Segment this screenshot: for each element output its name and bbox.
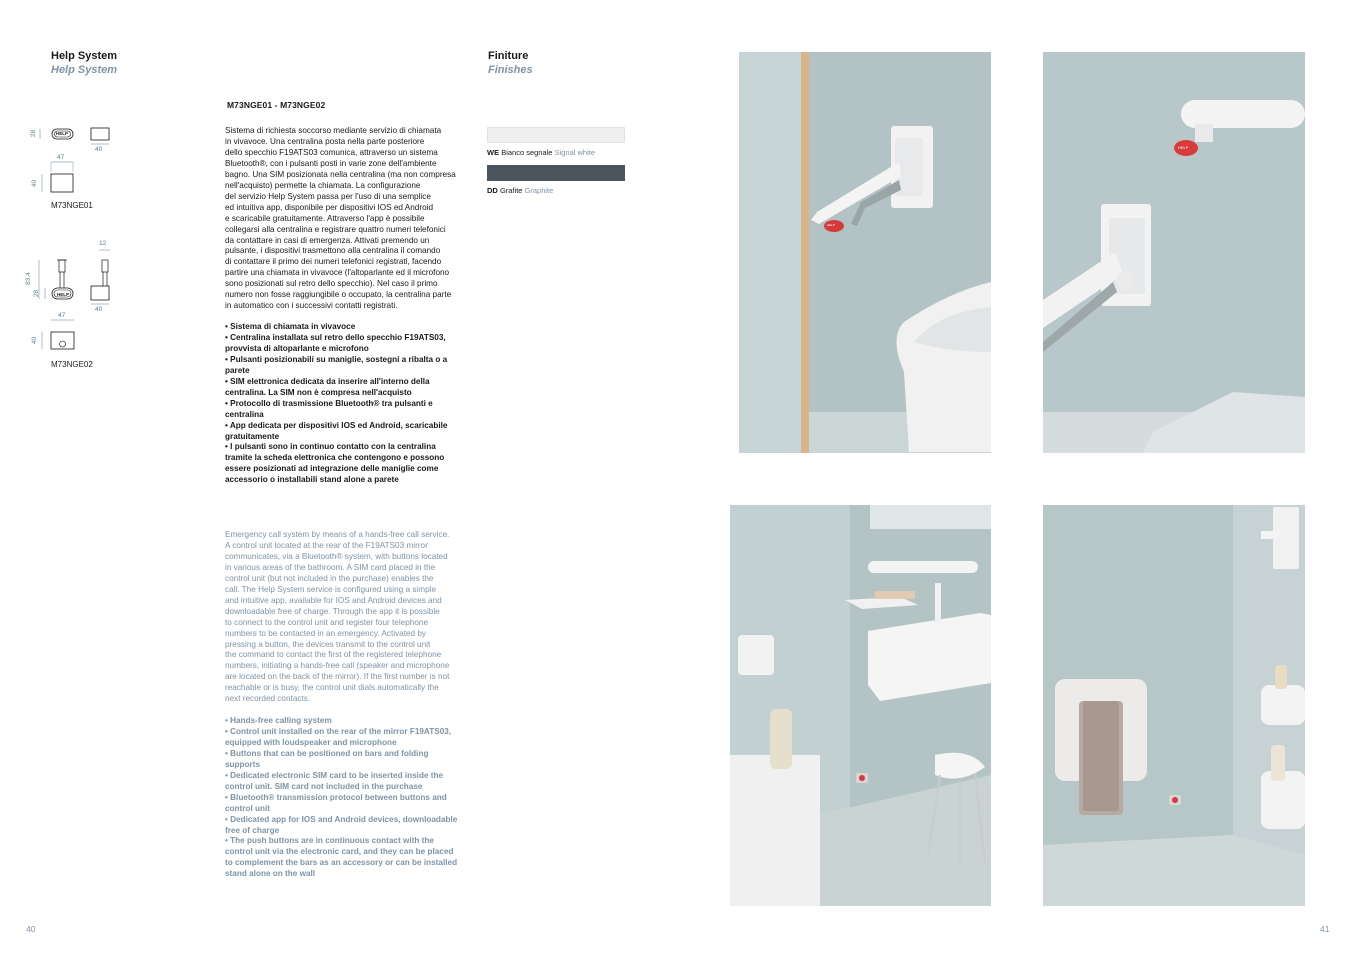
- finish-swatch-white: [487, 127, 625, 157]
- description-line: del servizio Help System passa per l'uso di una semplice: [225, 191, 431, 201]
- feature-line: parete: [225, 365, 250, 375]
- description-line: partire una chiamata in vivavoce (l'altoparlante ed il microfono: [225, 268, 450, 278]
- photo-bar-help-button-closeup: [1043, 52, 1305, 453]
- description-line: downloadable free of charge. Through the app it is possible: [225, 606, 440, 616]
- description-line: pressing a button, the devices transmit to the control unit: [225, 639, 431, 649]
- description-italian: [225, 126, 465, 312]
- description-line: in vivavoce. Una centralina posta nella parte posteriore: [225, 136, 425, 146]
- feature-line: essere posizionati ad integrazione delle maniglie come: [225, 464, 439, 474]
- description-english: [225, 530, 465, 705]
- technical-drawing-m73nge02: [24, 238, 134, 356]
- description-line: Sistema di richiesta soccorso mediante servizio di chiamata: [225, 126, 442, 135]
- swatch-color-graphite: [487, 165, 625, 181]
- description-line: next recorded contacts.: [225, 694, 311, 704]
- feature-line: • Dedicated app for IOS and Android devices, downloadable: [225, 814, 458, 824]
- description-line: to connect to the control unit and register four telephone: [225, 617, 429, 627]
- description-line: are located on the back of the mirror). If the first number is not: [225, 672, 450, 682]
- description-line: numero non fosse raggiungibile o occupato, la centralina parte: [225, 290, 452, 300]
- feature-line: • Dedicated electronic SIM card to be inserted inside the: [225, 770, 444, 780]
- description-line: numbers to be contacted in an emergency. Activated by: [225, 628, 427, 638]
- description-line: Emergency call system by means of a hands-free call service.: [225, 530, 450, 539]
- feature-line: • The push buttons are in continuous contact with the: [225, 836, 434, 846]
- feature-line: • I pulsanti sono in continuo contatto con la centralina: [225, 442, 436, 452]
- feature-line: • Pulsanti posizionabili su maniglie, sostegni a ribalta o a: [225, 354, 448, 364]
- dim-d2-thickness: 12: [99, 240, 107, 247]
- description-line: reachable or is busy, the control unit dials automatically the: [225, 683, 439, 693]
- feature-line: to complement the bars as an accessory or can be installed: [225, 858, 458, 868]
- feature-line: equipped with loudspeaker and microphone: [225, 737, 397, 747]
- photo-3-illustration: [730, 505, 991, 906]
- feature-line: control unit. SIM card not included in the purchase: [225, 781, 423, 791]
- description-line: da contattare in casi di emergenza. Attivati premendo un: [225, 235, 430, 245]
- swatch-name-en-graphite: Graphite: [524, 186, 554, 195]
- description-line: collegarsi alla centralina e registrare quattro numeri telefonici: [225, 224, 446, 234]
- product-codes: M73NGE01 - M73NGE02: [227, 100, 326, 110]
- d1-help-badge: HELP: [56, 130, 69, 136]
- drawing-label-m73nge01: M73NGE01: [51, 201, 93, 210]
- page-number-right: 41: [1320, 924, 1330, 934]
- description-line: numbers, initiating a hands-free call (speaker and microphone: [225, 661, 450, 671]
- feature-line: stand alone on the wall: [225, 869, 316, 879]
- description-line: e scaricabile gratuitamente. Attraverso l'app è possibile: [225, 213, 425, 223]
- swatch-code-dd: DD: [487, 186, 498, 195]
- feature-line: • SIM elettronica dedicata da inserire all'interno della: [225, 376, 430, 386]
- swatch-name-en-white: Signal white: [554, 148, 596, 157]
- feature-line: gratuitamente: [225, 431, 280, 441]
- swatch-color-white: [487, 127, 625, 143]
- feature-line: • Sistema di chiamata in vivavoce: [225, 322, 356, 331]
- dim-d1-side: 40: [31, 179, 39, 188]
- feature-line: tramite la scheda elettronica che contengono e possono: [225, 453, 445, 463]
- feature-line: • Protocollo di trasmissione Bluetooth® tra pulsanti e: [225, 398, 433, 408]
- features-list-english: [225, 716, 465, 880]
- finishes-heading: [488, 50, 533, 76]
- photo-shower-folding-seat: [1043, 505, 1305, 906]
- photo-2-illustration: [1043, 52, 1305, 453]
- description-line: bagno. Una SIM posizionata nella centralina (ma non compresa: [225, 169, 456, 179]
- photo-4-illustration: [1043, 505, 1305, 906]
- feature-line: free of charge: [225, 825, 280, 835]
- feature-line: • Hands-free calling system: [225, 716, 332, 725]
- feature-line: accessorio o installabili stand alone a parete: [225, 475, 399, 485]
- dim-d2-depth: 47: [58, 312, 66, 319]
- description-line: and intuitive app, available for IOS and Android devices and: [225, 595, 442, 605]
- finishes-title-en: Finishes: [488, 64, 533, 76]
- dim-d2-width: 40: [95, 306, 103, 313]
- section-title-en: Help System: [51, 64, 118, 76]
- dim-d1-width: 40: [95, 146, 103, 153]
- photo-folding-support-toilet: [739, 52, 991, 453]
- dim-d2-button-height: 28: [33, 289, 41, 298]
- description-line: A control unit located at the rear of the F19ATS03 mirror: [225, 540, 428, 550]
- dim-d2-side: 40: [31, 336, 39, 345]
- section-title-it: Help System: [51, 50, 118, 62]
- description-line: pulsante, i dispositivi trasmettono alla centralina il comando: [225, 246, 441, 256]
- feature-line: • App dedicata per dispositivi IOS ed Android, scaricabile: [225, 420, 448, 430]
- feature-line: control unit: [225, 803, 271, 813]
- feature-line: centralina. La SIM non è compresa nell'acquisto: [225, 387, 412, 397]
- description-line: ed intuitiva app, disponibile per dispositivi IOS ed Android: [225, 202, 433, 212]
- swatch-label-graphite: [487, 186, 625, 195]
- dim-d1-depth: 47: [57, 154, 65, 161]
- description-line: the command to contact the first of the registered telephone: [225, 650, 442, 660]
- photo-2-badge: HELP: [1178, 145, 1189, 150]
- feature-line: • Centralina installata sul retro dello specchio F19ATS03,: [225, 332, 446, 342]
- dim-d2-total-height: 83,4: [24, 272, 32, 285]
- description-line: nell'acquisto) permette la chiamata. La configurazione: [225, 180, 421, 190]
- description-line: in various areas of the bathroom. A SIM card placed in the: [225, 562, 436, 572]
- feature-line: • Control unit installed on the rear of the mirror F19ATS03,: [225, 726, 452, 736]
- description-line: communicates, via a Bluetooth® system, with buttons located: [225, 551, 448, 561]
- description-line: control unit (but not included in the purchase) enables the: [225, 573, 434, 583]
- page-number-left: 40: [26, 924, 36, 934]
- finish-swatch-graphite: [487, 165, 625, 195]
- description-line: dello specchio F19ATS03 comunica, attraverso un sistema: [225, 147, 438, 157]
- drawing-label-m73nge02: M73NGE02: [51, 360, 93, 369]
- description-line: sono posizionati sul retro dello specchio). Nel caso il primo: [225, 279, 438, 289]
- features-list-italian: [225, 322, 465, 486]
- drawing-2-lines: [24, 238, 134, 356]
- swatch-label-white: [487, 148, 625, 157]
- feature-line: supports: [225, 759, 261, 769]
- feature-line: • Bluetooth® transmission protocol between buttons and: [225, 792, 447, 802]
- feature-line: provvista di altoparlante e microfono: [225, 343, 369, 353]
- feature-line: centralina: [225, 409, 264, 419]
- description-line: in automatico con i successivi contatti registrati.: [225, 301, 398, 311]
- description-line: di contattare il primo dei numeri telefonici registrati, facendo: [225, 257, 442, 267]
- swatch-code-we: WE: [487, 148, 500, 157]
- description-line: Bluetooth®, con i pulsanti posti in varie zone dell'ambiente: [225, 158, 437, 168]
- photo-washbasin-stool: [730, 505, 991, 906]
- dim-d1-height: 28: [30, 129, 38, 138]
- swatch-name-it-graphite: Grafite: [499, 186, 523, 195]
- swatch-name-it-white: Bianco segnale: [501, 148, 553, 157]
- finishes-title-it: Finiture: [488, 50, 529, 62]
- photo-1-badge: HELP: [827, 223, 835, 227]
- photo-1-illustration: [739, 52, 991, 453]
- section-heading: [51, 50, 117, 76]
- d2-help-badge: HELP: [57, 291, 70, 297]
- feature-line: • Buttons that can be positioned on bars and folding: [225, 748, 429, 758]
- feature-line: control unit via the electronic card, and they can be placed: [225, 847, 454, 857]
- description-line: call. The Help System service is configured using a simple: [225, 584, 436, 594]
